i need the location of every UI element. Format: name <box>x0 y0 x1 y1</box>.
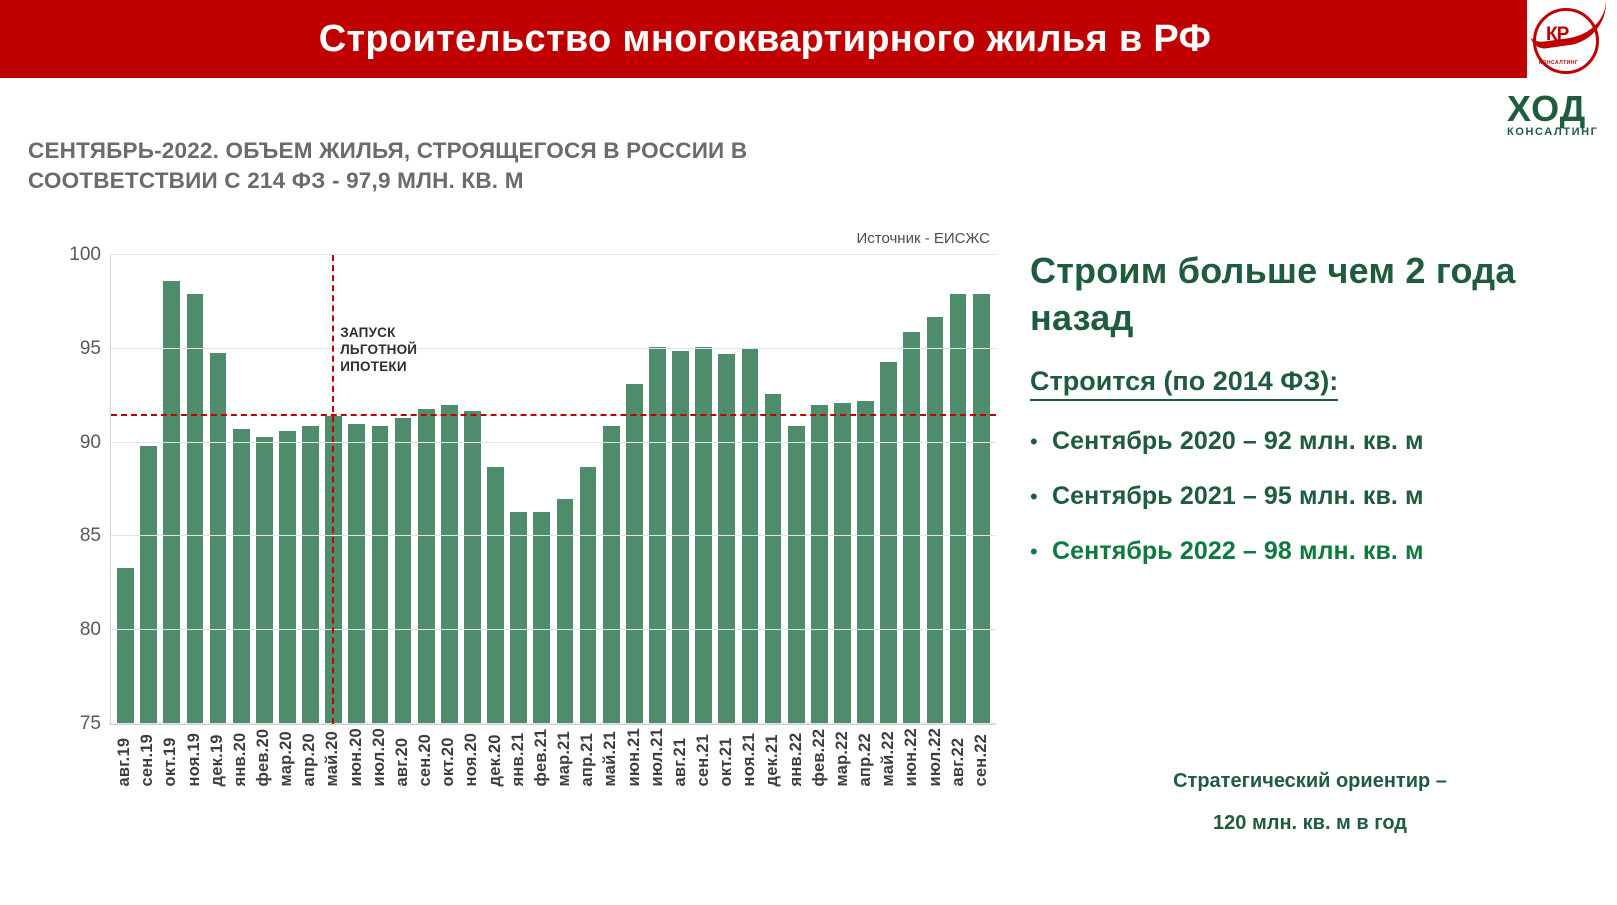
chart-x-axis-tick: янв.22 <box>786 732 805 787</box>
chart-bar <box>557 499 574 724</box>
summary-lead: Строится (по 2014 ФЗ): <box>1030 366 1338 401</box>
brand-wordmark-main: ХОД <box>1507 88 1587 129</box>
summary-headline: Строим больше чем 2 года назад <box>1030 250 1516 338</box>
chart-x-axis-tick: сен.22 <box>971 733 990 787</box>
footnote-line-1: Стратегический ориентир – <box>1173 770 1447 792</box>
chart-x-axis-tick: янв.21 <box>508 732 527 787</box>
chart-bar-slot <box>553 255 576 724</box>
chart-bar-slot <box>160 255 183 724</box>
chart-x-axis-tick: окт.19 <box>161 737 180 787</box>
chart-bar <box>580 467 597 724</box>
chart-bar <box>302 426 319 724</box>
chart-x-axis-tick: фев.21 <box>531 728 550 787</box>
chart-x-axis-tick: июл.22 <box>925 728 944 787</box>
chart-x-axis-tick: ноя.20 <box>462 732 481 787</box>
chart-bar <box>533 512 550 724</box>
chart-x-axis-tick: авг.20 <box>392 737 411 787</box>
chart-x-label-slot <box>206 728 229 786</box>
chart-x-axis-tick: июн.20 <box>346 728 365 787</box>
chart-bar <box>626 384 643 724</box>
chart-bar-slot <box>970 255 993 724</box>
chart-x-label-slot <box>923 728 946 786</box>
chart-bar <box>950 294 967 724</box>
chart-bar-slot <box>438 255 461 724</box>
chart-bar <box>418 409 435 724</box>
chart-y-axis-tick: 85 <box>79 525 101 547</box>
chart-bar <box>857 401 874 724</box>
chart-bar-slot <box>623 255 646 724</box>
chart-bars <box>111 255 996 724</box>
chart-x-axis-tick: янв.20 <box>230 732 249 787</box>
chart-x-axis-tick: авг.22 <box>948 737 967 787</box>
chart-bar <box>395 418 412 724</box>
chart-gridline <box>111 348 996 349</box>
logo-mark-text: КР <box>1546 24 1569 45</box>
chart-bar-slot <box>577 255 600 724</box>
chart-bar <box>510 512 527 724</box>
chart-x-axis-tick: июл.21 <box>647 728 666 787</box>
chart-bar-slot <box>530 255 553 724</box>
chart-y-axis-tick: 95 <box>79 337 101 359</box>
summary-bullet-text: Сентябрь 2022 – 98 млн. кв. м <box>1052 536 1424 565</box>
chart-x-label-slot <box>900 728 923 786</box>
chart-bar <box>441 405 458 724</box>
chart-x-axis-tick: апр.21 <box>578 733 597 787</box>
chart-x-axis-tick: ноя.21 <box>740 732 759 787</box>
chart-bar <box>233 429 250 724</box>
company-logo <box>1527 0 1617 82</box>
chart-plot-area <box>69 244 996 734</box>
chart-bar-slot <box>299 255 322 724</box>
page-title: Строительство многоквартирного жилья в РФ <box>318 17 1212 60</box>
brand-wordmark-sub: КОНСАЛТИНГ <box>1507 126 1599 138</box>
chart-x-label-slot <box>159 728 182 786</box>
chart-bar-slot <box>762 255 785 724</box>
chart-x-axis-tick: сен.21 <box>693 733 712 787</box>
chart-bar-slot <box>947 255 970 724</box>
chart-bar-slot <box>207 255 230 724</box>
chart-x-label-slot <box>831 728 854 786</box>
chart-x-label-slot <box>761 728 784 786</box>
chart-bar-slot <box>507 255 530 724</box>
chart-event-annotation: ЗАПУСК ЛЬГОТНОЙ ИПОТЕКИ <box>340 325 418 374</box>
chart-x-label-slot <box>229 728 252 786</box>
chart-x-label-slot <box>182 728 205 786</box>
chart-bar-slot <box>831 255 854 724</box>
chart-x-label-slot <box>321 728 344 786</box>
chart-bar <box>718 354 735 724</box>
chart-x-label-slot <box>437 728 460 786</box>
chart-bar <box>834 403 851 724</box>
brand-wordmark <box>1507 88 1617 138</box>
chart-bar <box>464 411 481 724</box>
chart-x-label-slot <box>947 728 970 786</box>
chart-bar <box>256 437 273 724</box>
chart-gridline <box>111 629 996 630</box>
chart-x-axis-tick: фев.20 <box>254 728 273 787</box>
chart-x-axis-tick: окт.20 <box>439 737 458 787</box>
chart-x-axis-tick: мар.21 <box>555 731 574 787</box>
chart-bar <box>187 294 204 724</box>
chart-x-label-slot <box>414 728 437 786</box>
chart-bar-slot <box>461 255 484 724</box>
chart-bar-slot <box>415 255 438 724</box>
chart-bar-slot <box>808 255 831 724</box>
bullet-dot-icon: • <box>1030 538 1038 564</box>
chart-bar-slot <box>646 255 669 724</box>
chart-y-axis-tick: 100 <box>69 244 101 265</box>
chart-x-axis-tick: дек.19 <box>207 734 226 787</box>
chart-x-label-slot <box>530 728 553 786</box>
chart-event-marker-line <box>332 255 334 724</box>
summary-bullet-text: Сентябрь 2020 – 92 млн. кв. м <box>1052 426 1424 455</box>
chart-bar-slot <box>715 255 738 724</box>
chart-x-axis-tick: июн.21 <box>624 728 643 787</box>
chart-bar-slot <box>484 255 507 724</box>
chart-bar <box>765 394 782 724</box>
bullet-dot-icon: • <box>1030 483 1038 509</box>
summary-bullet <box>1030 427 1590 456</box>
chart-x-label-slot <box>113 728 136 786</box>
chart-bar <box>811 405 828 724</box>
chart-x-label-slot <box>275 728 298 786</box>
chart-bar <box>117 568 134 724</box>
chart-bar-slot <box>900 255 923 724</box>
chart-x-label-slot <box>252 728 275 786</box>
chart-x-label-slot <box>460 728 483 786</box>
chart-gridline <box>111 442 996 443</box>
header-bar <box>0 0 1530 78</box>
chart-bar <box>927 317 944 724</box>
chart-x-label-slot <box>854 728 877 786</box>
summary-bullet <box>1030 482 1590 511</box>
chart-bar <box>279 431 296 724</box>
chart-x-axis-tick: сен.19 <box>138 733 157 787</box>
chart-x-label-slot <box>692 728 715 786</box>
chart-bar <box>210 353 227 724</box>
chart-x-label-slot <box>136 728 159 786</box>
chart-x-label-slot <box>345 728 368 786</box>
chart-x-label-slot <box>622 728 645 786</box>
chart-x-axis-tick: май.20 <box>323 731 342 787</box>
chart-bar <box>140 446 157 724</box>
chart-x-axis-tick: мар.20 <box>277 731 296 787</box>
chart-bar <box>973 294 990 724</box>
chart-x-axis-tick: апр.20 <box>300 733 319 787</box>
chart-bar-slot <box>183 255 206 724</box>
chart-x-axis-tick: дек.21 <box>763 734 782 787</box>
chart-bar-slot <box>692 255 715 724</box>
chart-bar-slot <box>137 255 160 724</box>
chart-x-axis-tick: окт.21 <box>717 737 736 787</box>
footnote-line-2: 120 млн. кв. м в год <box>1213 812 1407 834</box>
chart-x-label-slot <box>808 728 831 786</box>
footnote <box>1030 760 1590 844</box>
chart-bar-slot <box>253 255 276 724</box>
chart-x-label-slot <box>785 728 808 786</box>
chart-x-axis-tick: дек.20 <box>485 734 504 787</box>
chart-x-axis-tick: июл.20 <box>369 728 388 787</box>
chart-bar <box>903 332 920 724</box>
chart-bar-slot <box>854 255 877 724</box>
chart-x-label-slot <box>669 728 692 786</box>
chart-bar-slot <box>600 255 623 724</box>
chart-gridline <box>111 723 996 724</box>
chart-gridline <box>111 254 996 255</box>
chart-bar <box>672 351 689 724</box>
chart-x-label-slot <box>484 728 507 786</box>
chart-bar-slot <box>114 255 137 724</box>
chart-gridline <box>111 535 996 536</box>
chart-x-label-slot <box>599 728 622 786</box>
summary-bullet-text: Сентябрь 2021 – 95 млн. кв. м <box>1052 481 1424 510</box>
chart-x-axis-tick: авг.19 <box>115 737 134 787</box>
chart-x-axis-tick: фев.22 <box>809 728 828 787</box>
chart-bar <box>603 426 620 724</box>
chart-bar-slot <box>276 255 299 724</box>
chart-x-label-slot <box>368 728 391 786</box>
chart-x-axis-tick: сен.20 <box>416 733 435 787</box>
chart-x-label-slot <box>877 728 900 786</box>
chart-y-axis-tick: 75 <box>79 713 101 734</box>
chart-bar <box>348 424 365 724</box>
summary-bullet <box>1030 537 1590 566</box>
logo-mark-subtext: КОНСАЛТИНГ <box>1539 60 1579 66</box>
chart-x-label-slot <box>507 728 530 786</box>
chart-bar-slot <box>923 255 946 724</box>
chart-bar-slot <box>230 255 253 724</box>
chart-x-axis-labels <box>110 728 996 786</box>
chart-reference-line <box>111 414 996 416</box>
chart-x-label-slot <box>715 728 738 786</box>
chart-x-axis-tick: июн.22 <box>902 728 921 787</box>
chart-bar-slot <box>669 255 692 724</box>
chart-x-label-slot <box>738 728 761 786</box>
chart-subtitle: СЕНТЯБРЬ-2022. ОБЪЕМ ЖИЛЬЯ, СТРОЯЩЕГОСЯ В РОССИИ В СООТВЕТСТВИИ С 214 ФЗ - 97,9 МЛН. КВ. М <box>28 138 748 193</box>
chart-x-axis-tick: апр.22 <box>856 733 875 787</box>
chart-x-axis-tick: авг.21 <box>670 737 689 787</box>
chart-y-axis-tick: 90 <box>79 431 101 453</box>
chart-x-label-slot <box>970 728 993 786</box>
chart-x-label-slot <box>576 728 599 786</box>
chart-bar <box>788 426 805 724</box>
chart-container <box>28 230 1008 850</box>
chart-source-note: Источник - ЕИСЖС <box>856 230 990 247</box>
chart-y-axis-tick: 80 <box>79 619 101 641</box>
bullet-dot-icon: • <box>1030 428 1038 454</box>
chart-x-axis-tick: мар.22 <box>832 731 851 787</box>
chart-x-label-slot <box>298 728 321 786</box>
chart-bar-slot <box>877 255 900 724</box>
chart-bar-slot <box>738 255 761 724</box>
chart-x-axis-tick: май.21 <box>601 731 620 787</box>
chart-bar <box>742 349 759 724</box>
summary-panel <box>1030 248 1590 592</box>
chart-x-label-slot <box>553 728 576 786</box>
chart-bar-slot <box>785 255 808 724</box>
chart-x-axis-tick: май.22 <box>879 731 898 787</box>
chart-bar <box>372 426 389 724</box>
summary-bullet-list <box>1030 427 1590 566</box>
chart-x-axis-tick: ноя.19 <box>184 732 203 787</box>
chart-x-label-slot <box>646 728 669 786</box>
chart-bar <box>487 467 504 724</box>
chart-x-label-slot <box>391 728 414 786</box>
